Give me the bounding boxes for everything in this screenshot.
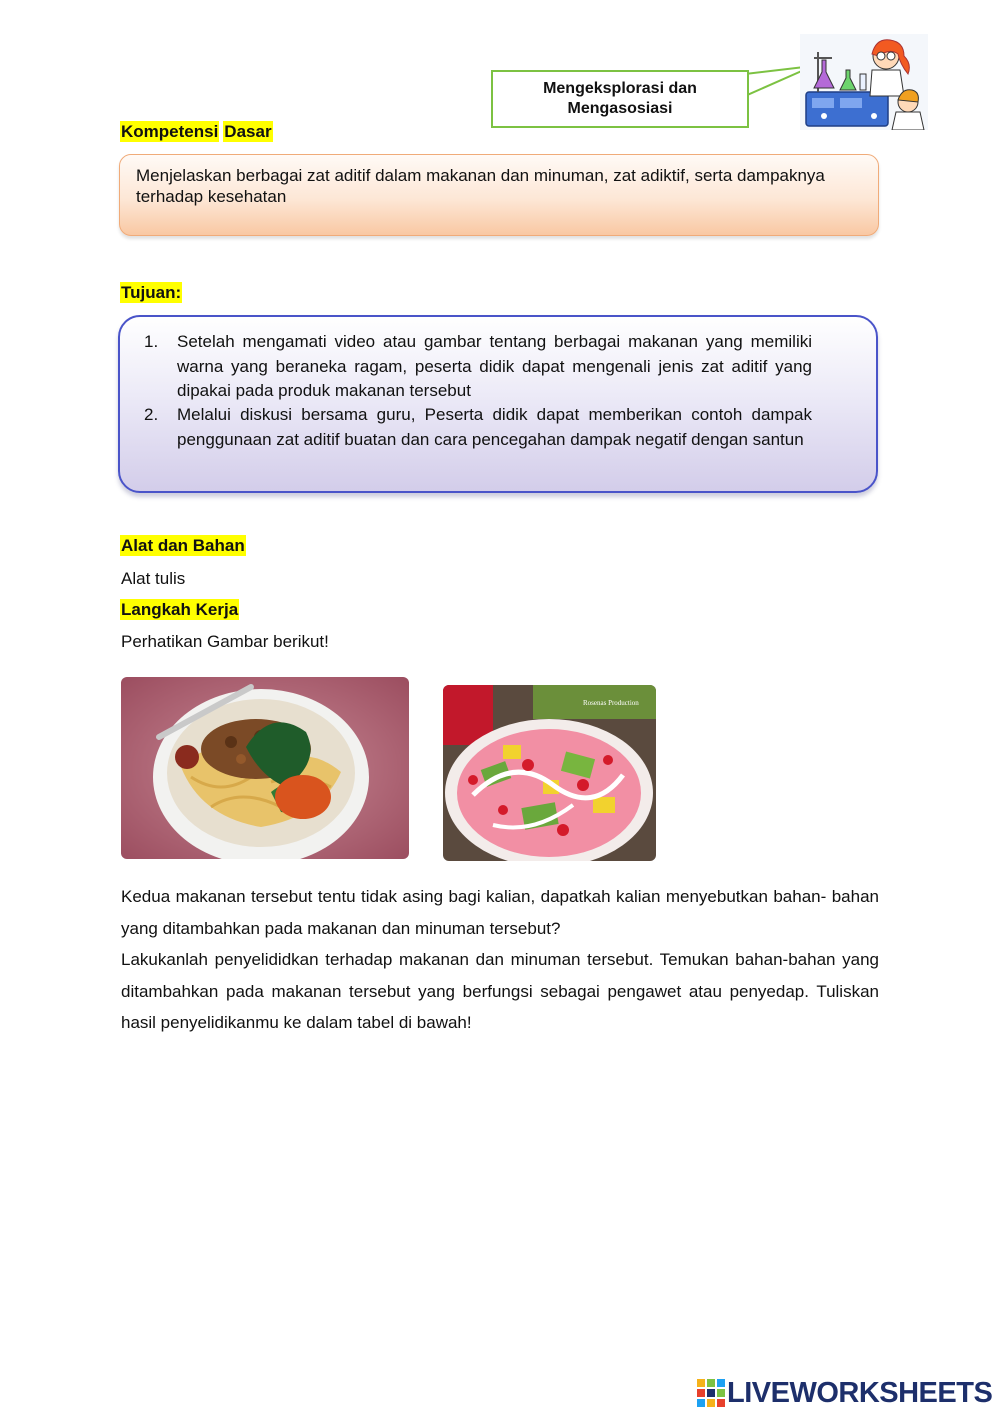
dessert-watermark: Rosenas Production — [583, 699, 639, 707]
noodle-bowl-photo — [121, 677, 409, 859]
goal-number: 2. — [144, 405, 159, 424]
activity-title-line2: Mengasosiasi — [567, 100, 673, 117]
kompetensi-dasar-heading — [120, 121, 273, 142]
liveworksheets-logo — [697, 1376, 992, 1410]
body-paragraph: Kedua makanan tersebut tentu tidak asing bagi kalian, dapatkah kalian menyebutkan bahan- bahan yang ditambahkan pada makanan dan minuman tersebut? — [121, 887, 879, 938]
goal-text: Setelah mengamati video atau gambar tentang berbagai makanan yang memiliki warna yang beraneka ragam, peserta didik dapat mengenali jenis zat aditif yang dipakai pada produk makanan tersebut — [177, 332, 812, 400]
activity-title-line1: Mengeksplorasi dan — [543, 80, 697, 97]
kompetensi-dasar-text: Menjelaskan berbagai zat aditif dalam makanan dan minuman, zat adiktif, serta dampaknya terhadap kesehatan — [136, 166, 825, 206]
goal-number: 1. — [144, 332, 159, 351]
colorful-dessert-image — [443, 685, 656, 861]
alat-bahan-text: Alat tulis — [121, 569, 186, 588]
body-paragraph: Lakukanlah penyelididkan terhadap makanan dan minuman tersebut. Temukan bahan-bahan yang ditambahkan pada makanan tersebut yang berfungsi sebagai pengawet atau penyedap. Tuliskan hasil penyelidikanmu ke dalam tabel di bawah! — [121, 950, 879, 1032]
liveworksheets-logo-icon — [697, 1379, 725, 1407]
goal-text: Melalui diskusi bersama guru, Peserta didik dapat memberikan contoh dampak penggunaan zat aditif buatan dan cara pencegahan dampak negatif dengan santun — [177, 405, 812, 449]
alat-bahan-heading-label: Alat dan Bahan — [121, 536, 245, 555]
scientist-lab-icon — [800, 34, 928, 130]
noodle-bowl-image — [121, 677, 409, 859]
tujuan-heading-label: Tujuan: — [121, 283, 182, 302]
alat-bahan-heading — [120, 535, 246, 556]
colorful-dessert-photo — [443, 685, 656, 861]
goal-item — [144, 330, 812, 404]
kompetensi-word: Kompetensi — [121, 122, 219, 141]
activity-title-bubble — [491, 70, 749, 128]
dasar-word: Dasar — [224, 122, 272, 141]
kompetensi-dasar-box — [119, 154, 879, 236]
tujuan-box — [118, 315, 878, 493]
langkah-kerja-heading — [120, 599, 239, 620]
langkah-kerja-text: Perhatikan Gambar berikut! — [121, 632, 329, 651]
tujuan-heading — [120, 282, 182, 303]
goal-item — [144, 403, 812, 452]
liveworksheets-logo-text: LIVEWORKSHEETS — [727, 1376, 993, 1409]
langkah-kerja-heading-label: Langkah Kerja — [121, 600, 239, 619]
